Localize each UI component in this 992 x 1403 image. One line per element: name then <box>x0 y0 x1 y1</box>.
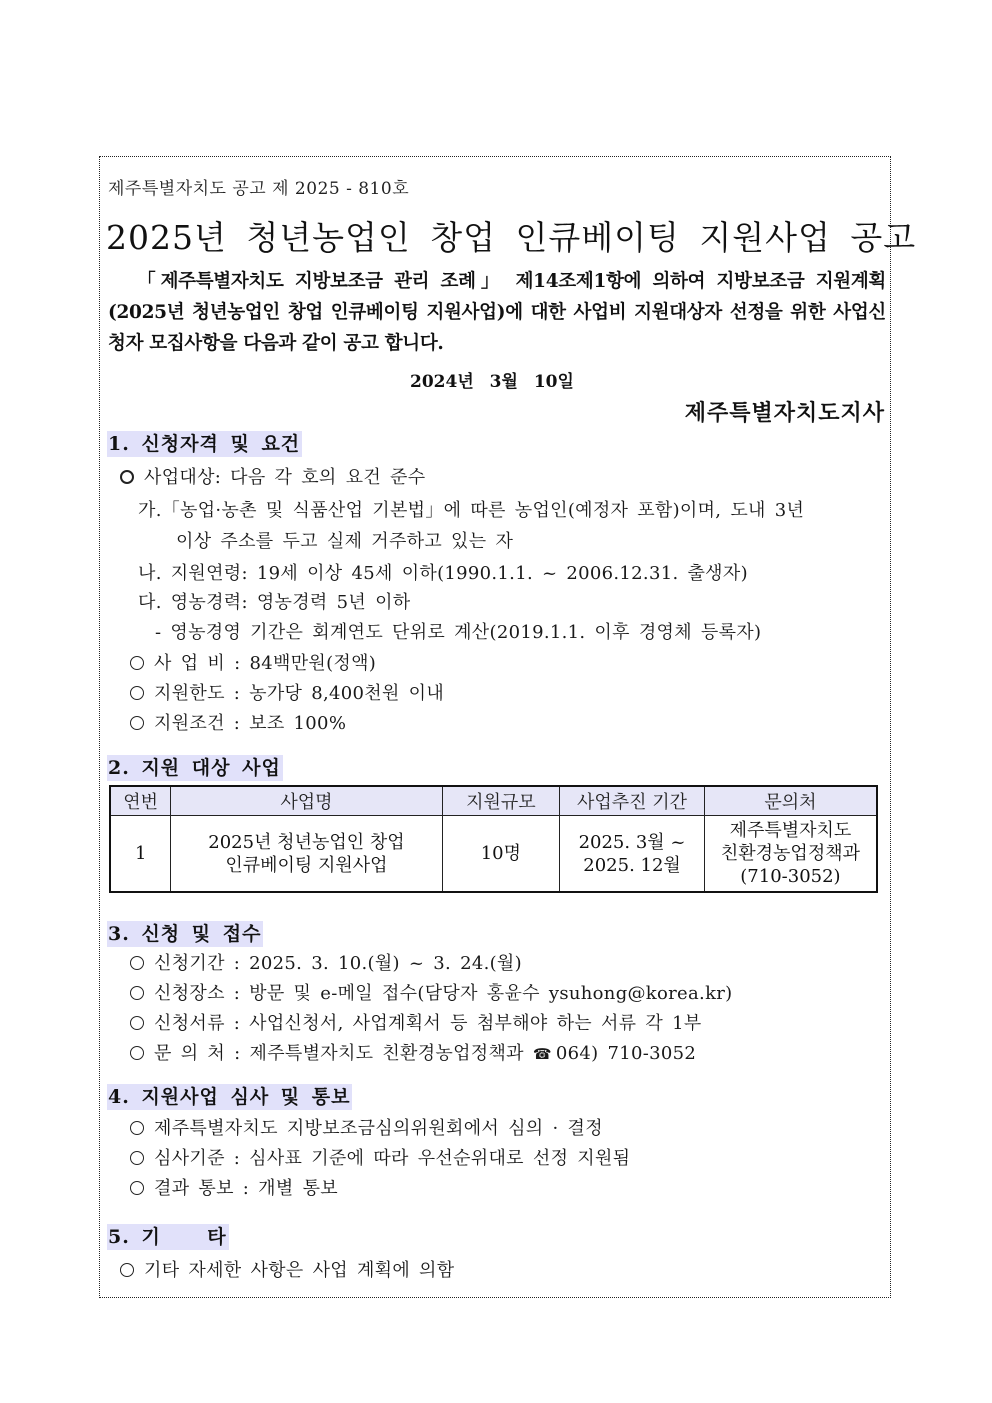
etc-line <box>120 1256 454 1282</box>
item-ga: 가.「농업·농촌 및 식품산업 기본법」에 따른 농업인(예정자 포함)이며, 도내 3년 <box>138 500 805 521</box>
cell-name-line-1: 2025년 청년농업인 창업 <box>208 831 405 853</box>
criteria-text: 심사기준 : 심사표 기준에 따라 우선순위대로 선정 지원됨 <box>154 1148 631 1169</box>
intro-paragraph <box>108 266 886 359</box>
bullet-icon <box>130 956 144 970</box>
apply-place-line <box>130 979 733 1005</box>
review-line <box>130 1114 603 1140</box>
bullet-icon <box>130 1046 144 1060</box>
bullet-icon <box>120 470 134 484</box>
section-1-heading: 1. 신청자격 및 요건 <box>108 433 301 455</box>
bullet-icon <box>130 1151 144 1165</box>
apply-period-line <box>130 949 522 975</box>
item-da: 다. 영농경력: 영농경력 5년 이하 <box>138 592 411 613</box>
col-header-name: 사업명 <box>171 786 442 816</box>
table-header-row <box>110 786 877 816</box>
condition-line <box>130 709 346 735</box>
section-2-heading: 2. 지원 대상 사업 <box>108 757 281 779</box>
apply-period-text: 신청기간 : 2025. 3. 10.(월) ~ 3. 24.(월) <box>154 953 522 974</box>
item-na: 나. 지원연령: 19세 이상 45세 이하(1990.1.1. ~ 2006.12.31. 출생자) <box>138 563 748 584</box>
item-ga-cont: 이상 주소를 두고 실제 거주하고 있는 자 <box>176 531 514 552</box>
cell-contact-line-3: (710-3052) <box>740 866 841 887</box>
limit-line <box>130 679 444 705</box>
inquiry-phone: 064) 710-3052 <box>555 1043 697 1064</box>
inquiry-line <box>130 1039 696 1065</box>
bullet-icon <box>120 1263 134 1277</box>
bullet-icon <box>130 1121 144 1135</box>
cell-period <box>560 816 705 893</box>
cell-name <box>171 816 442 893</box>
notice-number: 제주특별자치도 공고 제 2025 - 810호 <box>108 179 410 199</box>
limit-text: 지원한도 : 농가당 8,400천원 이내 <box>154 683 445 704</box>
cell-period-line-2: 2025. 12월 <box>583 854 681 876</box>
bullet-icon <box>130 986 144 1000</box>
bullet-icon <box>130 656 144 670</box>
documents-text: 신청서류 : 사업신청서, 사업계획서 등 첨부해야 하는 서류 각 1부 <box>154 1013 702 1034</box>
cell-contact-line-2: 친환경농업정책과 <box>720 843 860 864</box>
issuer: 제주특별자치도지사 <box>684 400 885 426</box>
cell-contact-line-1: 제주특별자치도 <box>729 820 852 841</box>
table-row <box>110 816 877 893</box>
etc-text: 기타 자세한 사항은 사업 계획에 의함 <box>144 1260 455 1281</box>
cell-scale: 10명 <box>442 816 560 893</box>
cell-period-line-1: 2025. 3월 ~ <box>578 831 686 853</box>
bullet-icon <box>130 716 144 730</box>
cell-contact <box>704 816 877 893</box>
criteria-line <box>130 1144 630 1170</box>
section-4-heading: 4. 지원사업 심사 및 통보 <box>108 1086 351 1108</box>
col-header-scale: 지원규모 <box>442 786 560 816</box>
budget-line <box>130 649 376 675</box>
section-3-heading: 3. 신청 및 접수 <box>108 923 262 945</box>
cell-no: 1 <box>110 816 171 893</box>
section-1-target <box>120 463 425 489</box>
bullet-icon <box>130 1181 144 1195</box>
budget-text: 사 업 비 : 84백만원(정액) <box>154 653 377 674</box>
item-da-sub: - 영농경영 기간은 회계연도 단위로 계산(2019.1.1. 이후 경영체 등록자) <box>155 622 762 643</box>
apply-place-text: 신청장소 : 방문 및 e-메일 접수(담당자 홍윤수 ysuhong@korea.kr) <box>154 983 733 1004</box>
condition-text: 지원조건 : 보조 100% <box>154 713 347 734</box>
bullet-icon <box>130 686 144 700</box>
inquiry-text: 문 의 처 : 제주특별자치도 친환경농업정책과 <box>154 1043 524 1064</box>
col-header-no: 연번 <box>110 786 171 816</box>
result-line <box>130 1174 338 1200</box>
col-header-period: 사업추진 기간 <box>560 786 705 816</box>
documents-line <box>130 1009 702 1035</box>
notice-date: 2024년 3월 10일 <box>410 372 574 392</box>
intro-text: 「제주특별자치도 지방보조금 관리 조례」 제14조제1항에 의하여 지방보조금 지원계획(2025년 청년농업인 창업 인큐베이팅 지원사업)에 대한 사업비 지원대상자 선정을 위한 사업신청자 모집사항을 다음과 같이 공고 합니다. <box>108 271 886 354</box>
page-title: 2025년 청년농업인 창업 인큐베이팅 지원사업 공고 <box>106 218 917 257</box>
col-header-contact: 문의처 <box>704 786 877 816</box>
project-table <box>109 785 878 893</box>
section-5-heading: 5. 기 타 <box>108 1226 227 1248</box>
target-text: 사업대상: 다음 각 호의 요건 준수 <box>144 467 426 488</box>
phone-icon: ☎ <box>532 1045 552 1063</box>
cell-name-line-2: 인큐베이팅 지원사업 <box>225 854 388 876</box>
bullet-icon <box>130 1016 144 1030</box>
review-text: 제주특별자치도 지방보조금심의위원회에서 심의 · 결정 <box>154 1118 603 1139</box>
result-text: 결과 통보 : 개별 통보 <box>154 1178 338 1199</box>
